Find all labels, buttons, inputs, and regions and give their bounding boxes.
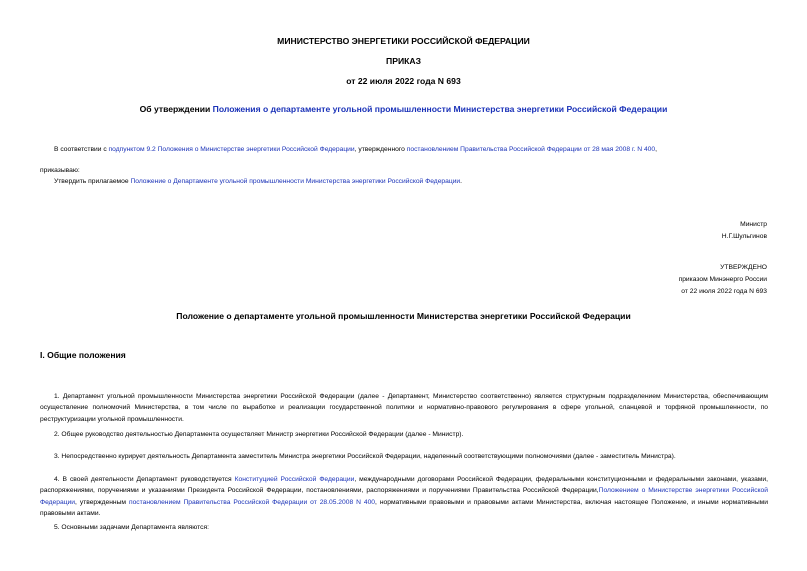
ministry-heading: МИНИСТЕРСТВО ЭНЕРГЕТИКИ РОССИЙСКОЙ ФЕДЕРАЦИИ	[277, 36, 530, 46]
clause-4	[40, 474, 768, 520]
signature-name: Н.Г.Шульгинов	[721, 233, 767, 240]
clause-2: 2. Общее руководство деятельностью Департамента осуществляет Министр энергетики Российской Федерации (далее - Министр).	[54, 431, 464, 438]
doc-type-heading: ПРИКАЗ	[386, 56, 421, 66]
order-title-prefix: Об утверждении	[139, 104, 213, 114]
preamble-text: , утвержденного	[354, 146, 407, 153]
preamble-link-decree[interactable]: постановлением Правительства Российской Федерации от 28 мая 2008 г. N 400	[406, 146, 656, 153]
clause-5: 5. Основными задачами Департамента являются:	[54, 524, 209, 531]
preamble-text: В соответствии с	[54, 146, 109, 153]
signature-position: Министр	[740, 221, 767, 228]
approval-text: Утвердить прилагаемое	[54, 178, 131, 185]
approval-link-regulation[interactable]: Положение о Департаменте угольной промышленности Министерства энергетики Российской Федерации	[130, 178, 461, 185]
annex-title: Положение о департаменте угольной промышленности Министерства энергетики Российской Федерации	[176, 311, 631, 321]
clause-4-text: , международными договорами Российской Федерации, федеральными конституционными и федеральными законами, указами, распоряжениями, поручениями и указаниями Президента Российской Федерации, постановлениями, распоряжениями и поручениями Правительства Российской Федерации,	[40, 476, 768, 495]
approval-stamp-title: УТВЕРЖДЕНО	[720, 264, 767, 271]
approval-text: .	[460, 178, 463, 185]
clause-4-link-regulation[interactable]: Положением о Министерстве энергетики Российской Федерации	[40, 487, 769, 506]
preamble-text: ,	[655, 146, 657, 153]
clause-1: 1. Департамент угольной промышленности Министерства энергетики Российской Федерации (далее - Департамент, Министерство соответственно) является структурным подразделением Министерства, обеспечивающим осуществление полномочий Министерства, в том числе по выработке и реализации государственной политики и нормативно-правового регулирования в сфере угольной, сланцевой и торфяной промышленности, по реструктуризации угольной промышленности.	[40, 393, 768, 423]
clause-4-text: 4. В своей деятельности Департамент руководствуется	[54, 476, 235, 483]
approval-stamp-date: от 22 июля 2022 года N 693	[681, 288, 767, 295]
clause-4-link-constitution[interactable]: Конституцией Российской Федерации	[234, 476, 355, 483]
order-title-link[interactable]: Положения о департаменте угольной промышленности Министерства энергетики Российской Федерации	[212, 104, 668, 114]
clause-3: 3. Непосредственно курирует деятельность Департамента заместитель Министра энергетики Российской Федерации, наделенный соответствующими полномочиями (далее - заместитель Министра).	[54, 453, 676, 460]
approval-paragraph	[54, 176, 462, 189]
section-heading: I. Общие положения	[40, 350, 126, 360]
approval-stamp-order: приказом Минэнерго России	[678, 276, 767, 283]
preamble-link-subclause[interactable]: подпунктом 9.2 Положения о Министерстве энергетики Российской Федерации	[108, 146, 355, 153]
preamble-paragraph	[54, 144, 657, 157]
clause-4-link-decree[interactable]: постановлением Правительства Российской Федерации от 28.05.2008 N 400	[128, 498, 376, 506]
order-date-number: от 22 июля 2022 года N 693	[346, 76, 461, 86]
order-title	[0, 104, 807, 114]
clause-4-text: , нормативными правовыми и правовыми актами Министерства, включая настоящее Положение, и иными нормативными правовыми актами.	[40, 498, 768, 518]
order-directive: приказываю:	[40, 167, 80, 174]
clause-4-text: , утвержденным	[75, 498, 129, 506]
